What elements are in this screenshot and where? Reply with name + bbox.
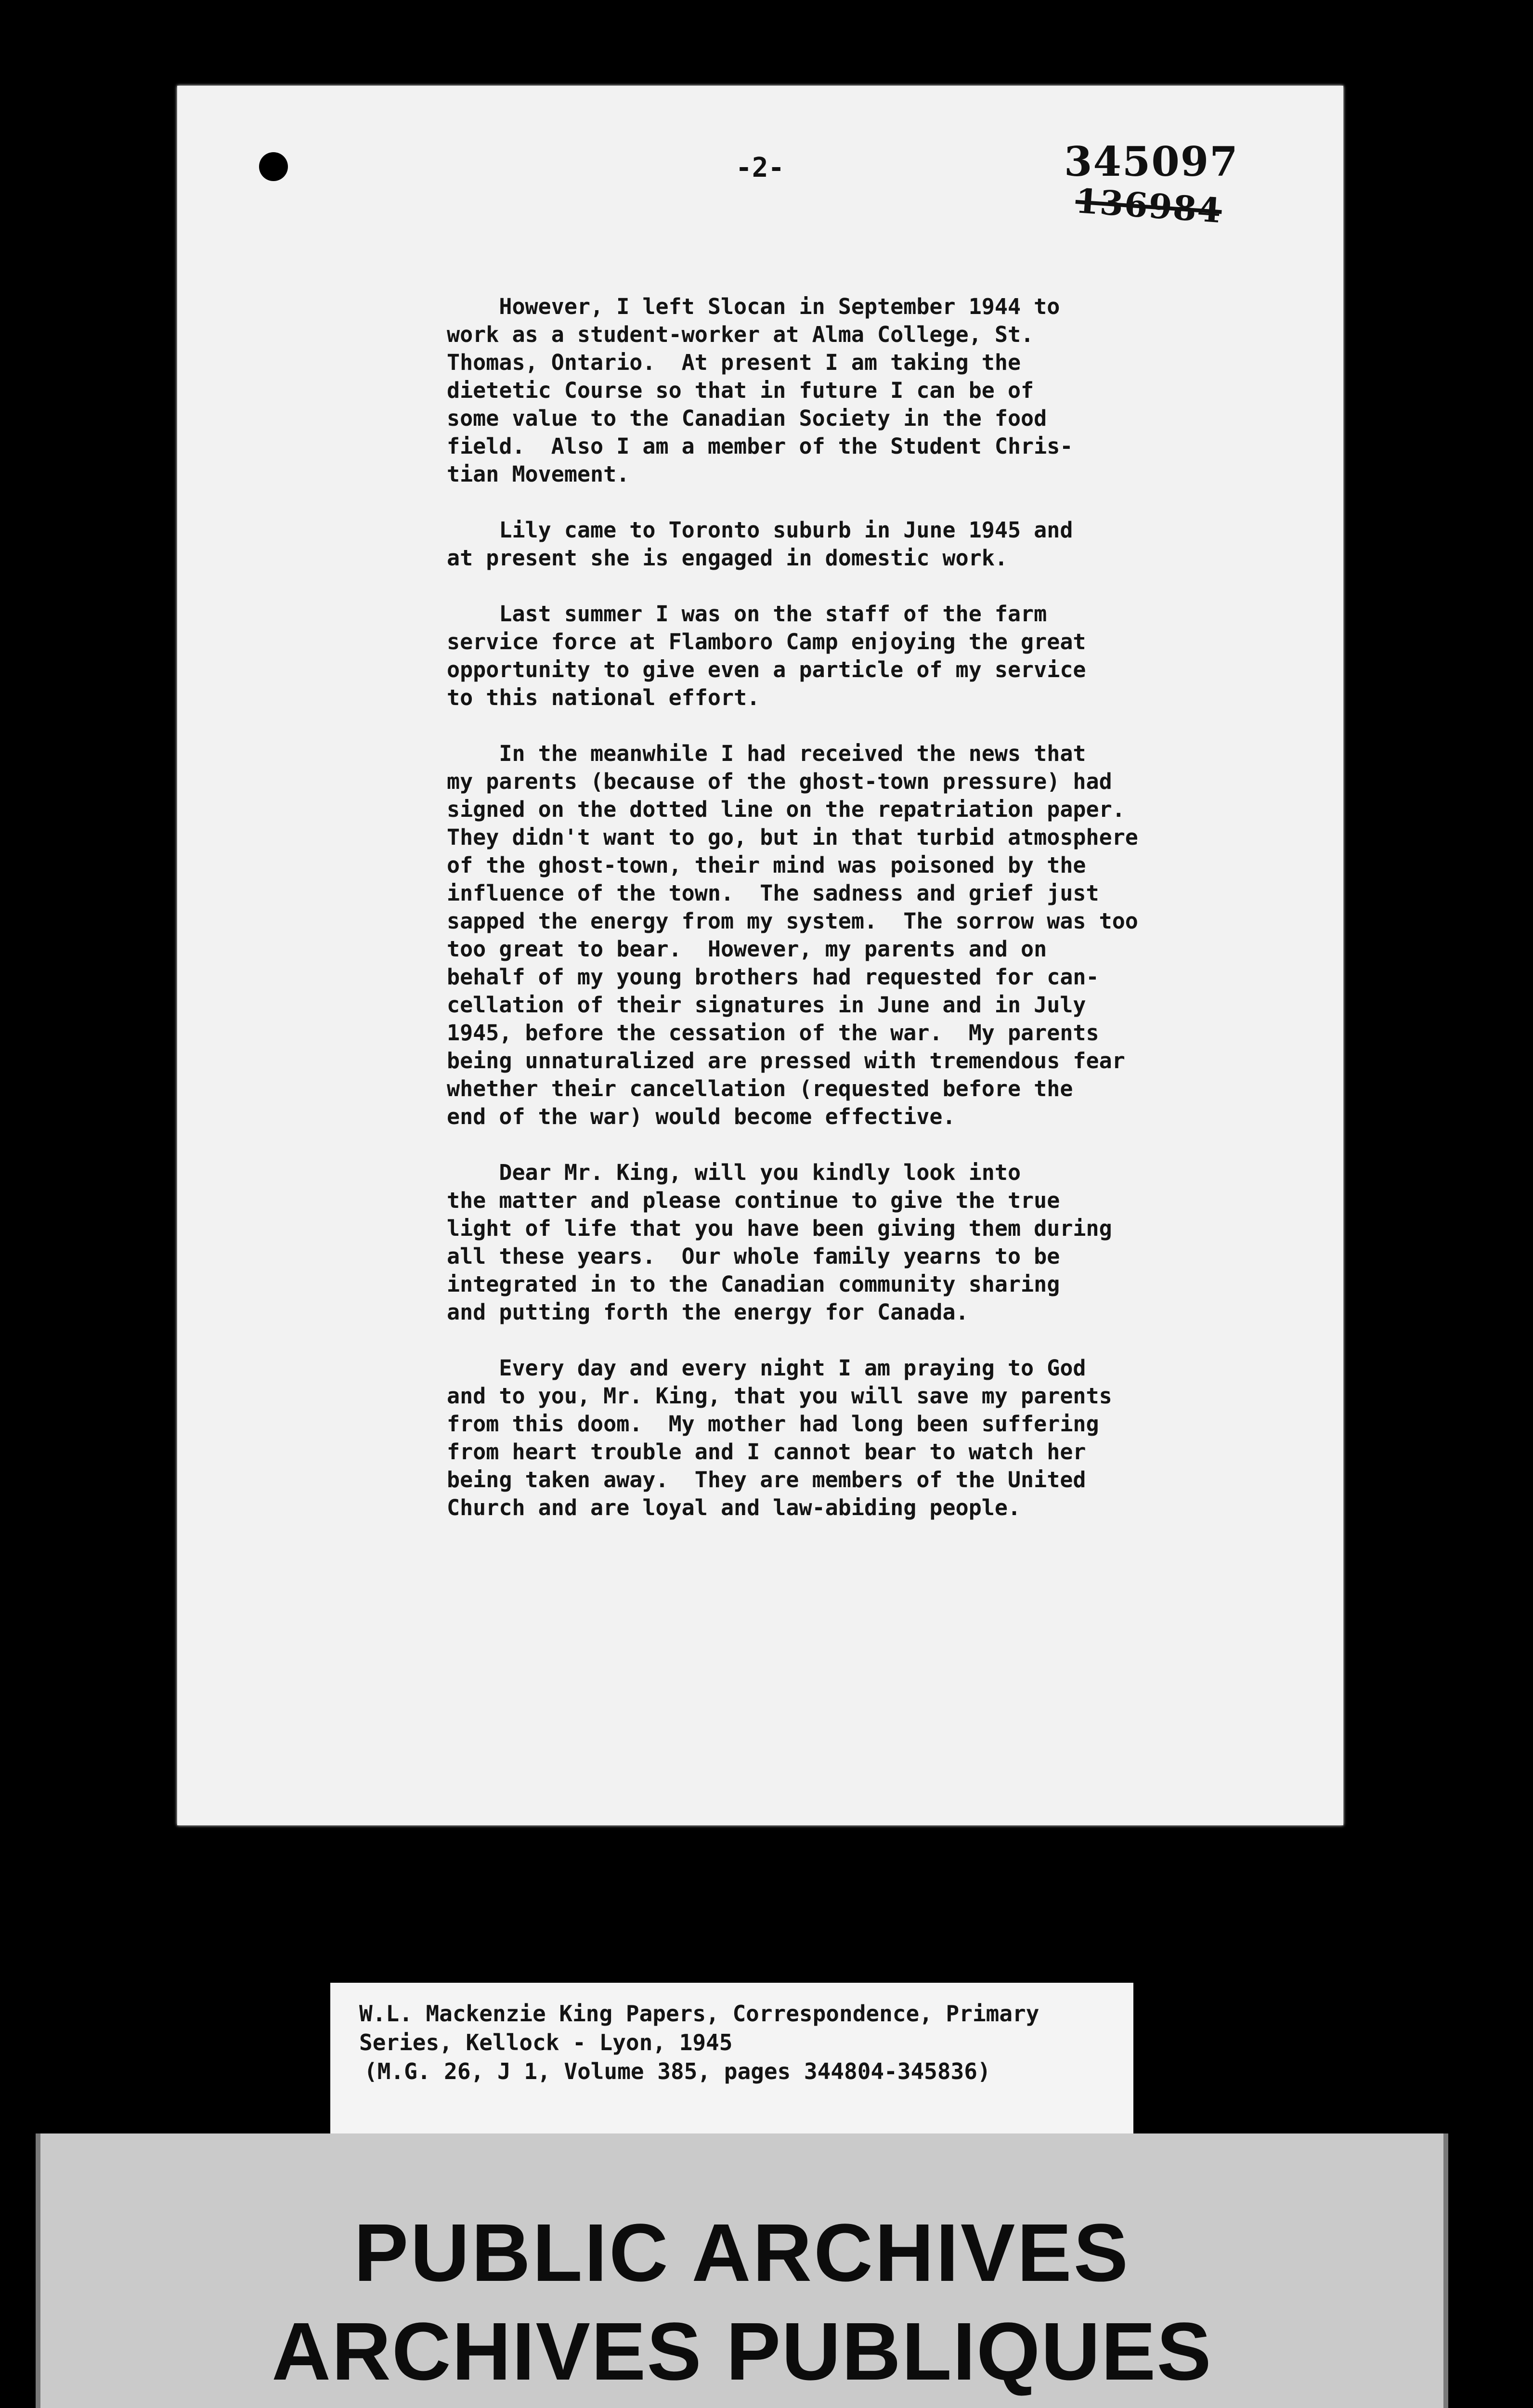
paragraph-lily: Lily came to Toronto suburb in June 1945 and at present she is engaged in domestic work.: [447, 517, 1073, 571]
paragraph-slocan: However, I left Slocan in September 1944 to work as a student-worker at Alma College, St. Thomas, Ontario. At present I am taking the dietetic Course so that in future I can be of some value to the Canadian Society in the food field. Also I am a member of the Student Chris- tian Movement.: [447, 294, 1073, 487]
archive-banner-english: PUBLIC ARCHIVES: [353, 2207, 1130, 2299]
citation-line: Series, Kellock - Lyon, 1945: [359, 2029, 733, 2055]
archive-banner: [36, 2133, 1448, 2408]
punch-hole: [259, 152, 288, 181]
paragraph-repatriation: In the meanwhile I had received the news that my parents (because of the ghost-town pressure) had signed on the dotted line on the repatriation paper. They didn't want to go, but in that turbid atmosphere of the ghost-town, their mind was poisoned by the influence of the town. The sadness and grief just sapped the energy from my system. The sorrow was too too great to bear. However, my parents and on behalf of my young brothers had requested for can- cellation of their signatures in June and in July 1945, before the cessation of the war. My parents being unnaturalized are pressed with tremendous fear whether their cancellation (requested before the end of the war) would become effective.: [447, 741, 1138, 1129]
paragraph-prayer: Every day and every night I am praying to God and to you, Mr. King, that you will save my parents from this doom. My mother had long been suffering from heart trouble and I cannot bear to watch her being taken away. They are members of the United Church and are loyal and law-abiding people.: [447, 1355, 1112, 1520]
document-number-current: 345097: [1064, 138, 1239, 185]
paragraph-farm-service: Last summer I was on the staff of the farm service force at Flamboro Camp enjoying the great opportunity to give even a particle of my service to this national effort.: [447, 601, 1086, 710]
citation-card: [330, 1983, 1133, 2135]
letter-body: [447, 293, 1352, 1550]
document-number-crossed-out: 136984: [1074, 181, 1223, 231]
page-number: -2-: [736, 152, 785, 183]
citation-line: W.L. Mackenzie King Papers, Correspondence, Primary: [359, 2001, 1039, 2027]
paragraph-request: Dear Mr. King, will you kindly look into the matter and please continue to give the true light of life that you have been giving them during all these years. Our whole family yearns to be integrated in to the Canadian community sharing and putting forth the energy for Canada.: [447, 1160, 1112, 1325]
document-number-stamp: [1064, 138, 1314, 231]
letter-page: [177, 86, 1343, 1825]
citation-line: (M.G. 26, J 1, Volume 385, pages 344804-345836): [364, 2058, 991, 2084]
archive-banner-french: ARCHIVES PUBLIQUES: [272, 2306, 1212, 2397]
